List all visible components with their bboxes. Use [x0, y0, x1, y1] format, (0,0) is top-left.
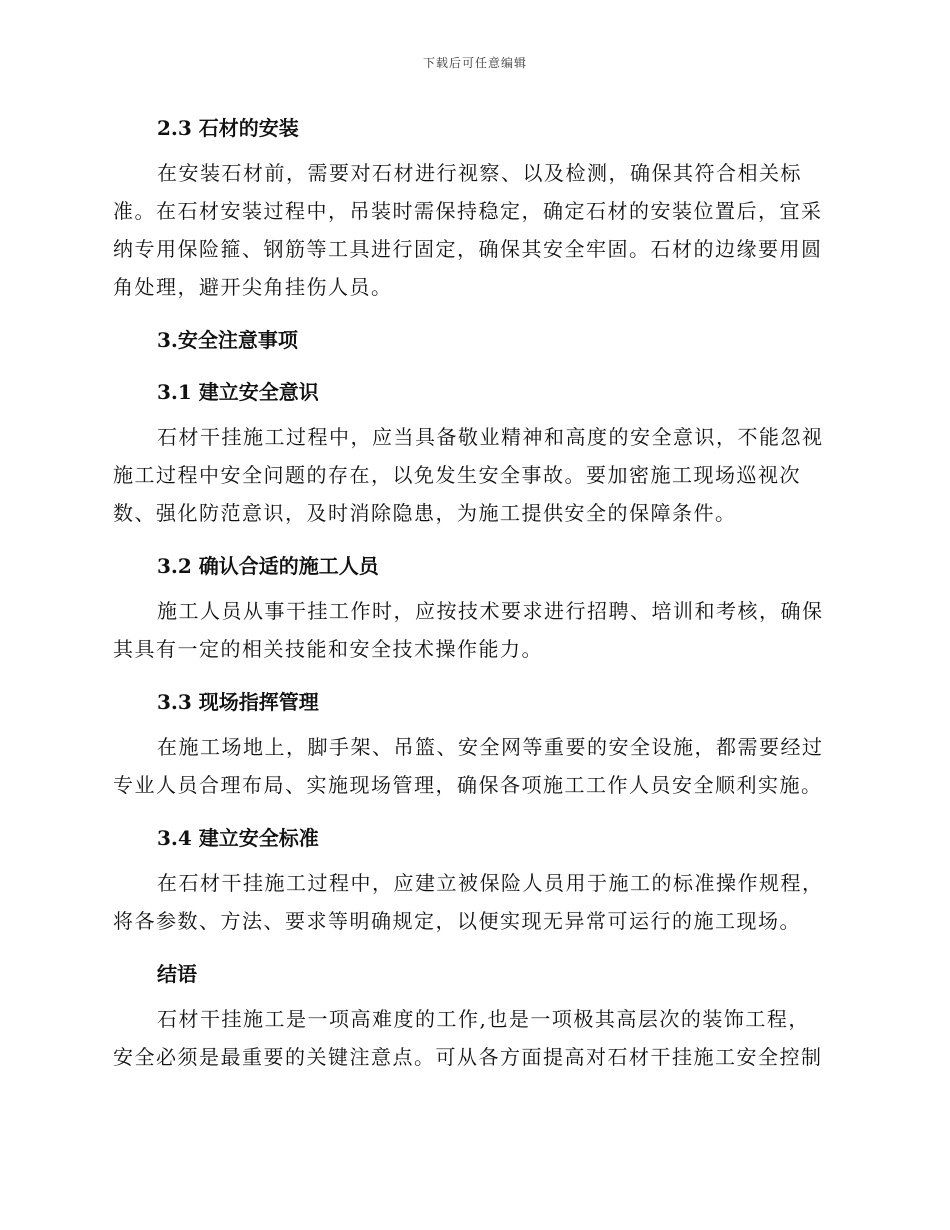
- paragraph-line: 石材干挂施工过程中，应当具备敬业精神和高度的安全意识，不能忽视: [157, 425, 824, 449]
- paragraph-line: 将各参数、方法、要求等明确规定，以便实现无异常可运行的施工现场。: [113, 909, 801, 933]
- paragraph-line: 在安装石材前，需要对石材进行视察、以及检测，确保其符合相关标: [157, 161, 802, 185]
- section-heading-3-3: 3.3 现场指挥管理: [157, 690, 319, 714]
- paragraph-line: 在石材干挂施工过程中，应建立被保险人员用于施工的标准操作规程，: [157, 871, 824, 895]
- paragraph-line: 在施工场地上，脚手架、吊篮、安全网等重要的安全设施，都需要经过: [157, 735, 824, 759]
- paragraph-conclusion: [113, 1000, 833, 1076]
- paragraph-3-2: [113, 592, 833, 668]
- paragraph-line: 其具有一定的相关技能和安全技术操作能力。: [113, 637, 543, 661]
- conclusion-heading: 结语: [157, 962, 197, 986]
- section-heading-3-1: 3.1 建立安全意识: [157, 380, 319, 404]
- paragraph-line: 纳专用保险箍、钢筋等工具进行固定，确保其安全牢固。石材的边缘要用圆: [113, 237, 823, 261]
- page-header: 下载后可任意编辑: [422, 56, 527, 70]
- paragraph-line: 角处理，避开尖角挂伤人员。: [113, 275, 393, 299]
- paragraph-line: 施工过程中安全问题的存在，以免发生安全事故。要加密施工现场巡视次: [113, 463, 801, 487]
- section-heading-3-2: 3.2 确认合适的施工人员: [157, 554, 379, 578]
- paragraph-2-3: [113, 154, 833, 306]
- paragraph-line: 施工人员从事干挂工作时，应按技术要求进行招聘、培训和考核，确保: [157, 599, 824, 623]
- section-heading-3: 3.安全注意事项: [157, 328, 298, 352]
- paragraph-line: 数、强化防范意识，及时消除隐患，为施工提供安全的保障条件。: [113, 501, 737, 525]
- section-heading-3-4: 3.4 建立安全标准: [157, 826, 319, 850]
- paragraph-line: 准。在石材安装过程中，吊装时需保持稳定，确定石材的安装位置后，宜采: [113, 199, 823, 223]
- paragraph-3-4: [113, 864, 833, 940]
- paragraph-line: 石材干挂施工是一项高难度的工作,也是一项极其高层次的装饰工程，: [157, 1007, 810, 1031]
- section-heading-2-3: 2.3 石材的安装: [157, 116, 299, 140]
- document-body: [113, 110, 833, 1076]
- paragraph-3-3: [113, 728, 833, 804]
- paragraph-3-1: [113, 418, 833, 532]
- paragraph-line: 专业人员合理布局、实施现场管理，确保各项施工工作人员安全顺利实施。: [113, 773, 823, 797]
- paragraph-line: 安全必须是最重要的关键注意点。可从各方面提高对石材干挂施工安全控制: [113, 1045, 823, 1069]
